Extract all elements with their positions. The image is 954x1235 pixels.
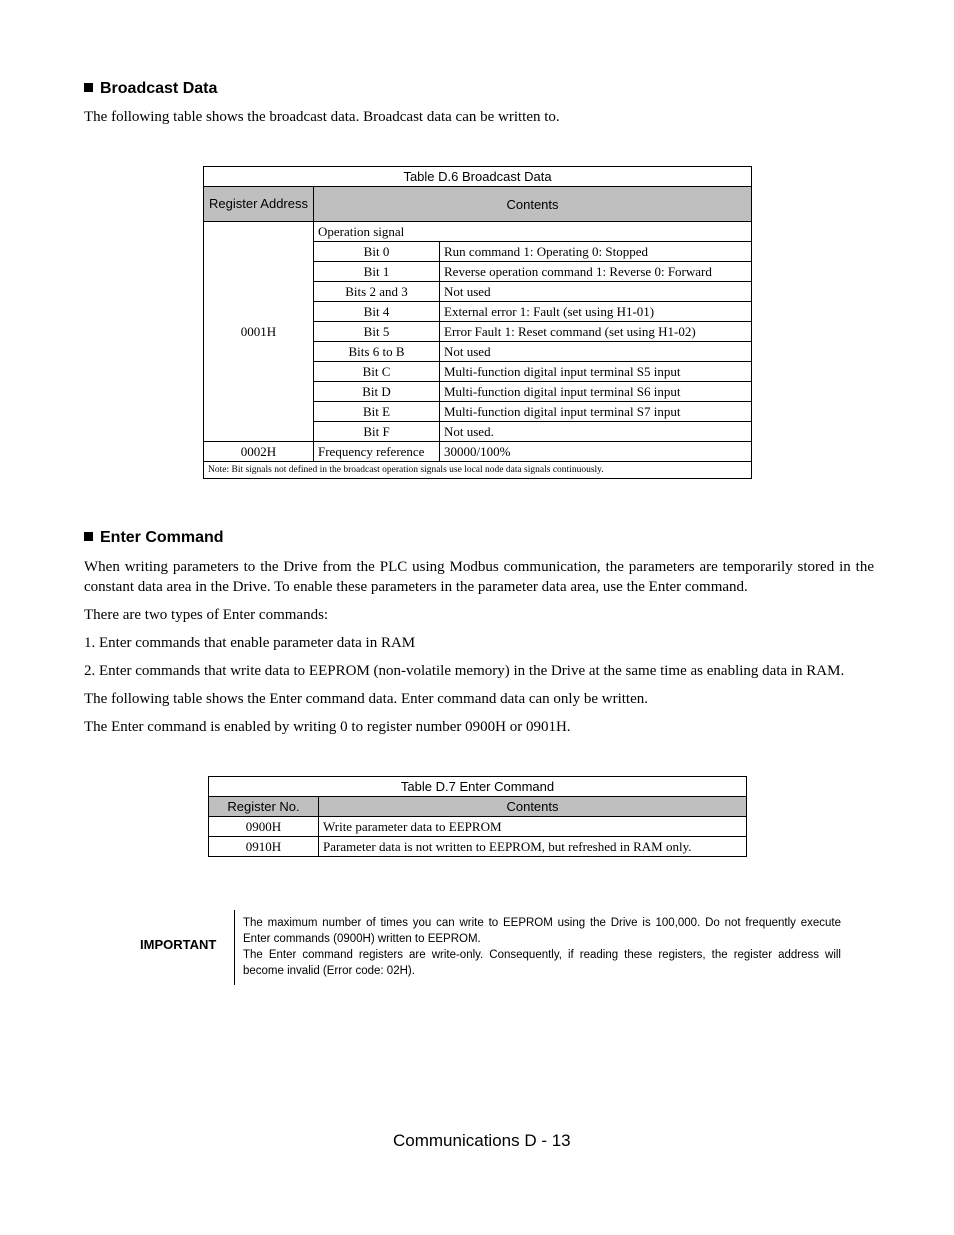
table-row: Bit 0 Run command 1: Operating 0: Stopped: [204, 242, 752, 262]
table-note: Note: Bit signals not defined in the broadcast operation signals use local node data signals continuously.: [204, 462, 752, 479]
enter-command-table: [208, 776, 747, 857]
table-row: 0900H Write parameter data to EEPROM: [209, 817, 747, 837]
table-row: Bit C Multi-function digital input terminal S5 input: [204, 362, 752, 382]
table-row: Bit 1 Reverse operation command 1: Reverse 0: Forward: [204, 262, 752, 282]
important-line-1: The maximum number of times you can write to EEPROM using the Drive is 100,000. Do not frequently execute Enter commands (0900H) written to EEPROM.: [243, 917, 841, 945]
enter-paragraph-1: When writing parameters to the Drive from the PLC using Modbus communication, the parameters are temporarily stored in the constant data area in the Drive. To enable these parameters in the parameter data area, use the Enter command.: [84, 559, 874, 595]
enter-paragraph-2: There are two types of Enter commands:: [84, 607, 329, 623]
page-footer: Communications D - 13: [393, 1131, 571, 1150]
important-label: IMPORTANT: [140, 937, 217, 952]
table-row: Bit 5 Error Fault 1: Reset command (set using H1-02): [204, 322, 752, 342]
table-row: 0910H Parameter data is not written to EEPROM, but refreshed in RAM only.: [209, 837, 747, 857]
broadcast-intro: The following table shows the broadcast data. Broadcast data can be written to.: [84, 109, 560, 125]
table-row: Bit 4 External error 1: Fault (set using H1-01): [204, 302, 752, 322]
important-line-2: The Enter command registers are write-only. Consequently, if reading these registers, the register address will become invalid (Error code: 02H).: [243, 949, 841, 977]
important-divider: [234, 910, 235, 985]
operation-signal-title: Operation signal: [314, 222, 752, 242]
broadcast-heading: Broadcast Data: [84, 80, 217, 98]
column-header-register: Register Address: [204, 187, 314, 222]
table-caption: Table D.6 Broadcast Data: [204, 167, 752, 187]
important-text: [243, 915, 841, 979]
column-header-contents: Contents: [314, 187, 752, 222]
enter-paragraph-4: 2. Enter commands that write data to EEPROM (non-volatile memory) in the Drive at the same time as enabling data in RAM.: [84, 663, 845, 679]
table-row: Bits 2 and 3 Not used: [204, 282, 752, 302]
square-bullet-icon: [84, 83, 93, 92]
column-header-contents: Contents: [319, 797, 747, 817]
enter-paragraph-5: The following table shows the Enter command data. Enter command data can only be written.: [84, 691, 648, 707]
register-address: 0001H: [204, 222, 314, 442]
enter-paragraph-3: 1. Enter commands that enable parameter data in RAM: [84, 635, 416, 651]
table-row: Bits 6 to B Not used: [204, 342, 752, 362]
enter-paragraph-6: The Enter command is enabled by writing 0 to register number 0900H or 0901H.: [84, 719, 571, 735]
table-row: Bit F Not used.: [204, 422, 752, 442]
broadcast-table: [203, 166, 752, 479]
square-bullet-icon: [84, 532, 93, 541]
table-row: Bit E Multi-function digital input terminal S7 input: [204, 402, 752, 422]
enter-heading: Enter Command: [84, 529, 224, 547]
table-row: Bit D Multi-function digital input terminal S6 input: [204, 382, 752, 402]
table-row: 0002H Frequency reference 30000/100%: [204, 442, 752, 462]
column-header-register: Register No.: [209, 797, 319, 817]
table-caption: Table D.7 Enter Command: [209, 777, 747, 797]
